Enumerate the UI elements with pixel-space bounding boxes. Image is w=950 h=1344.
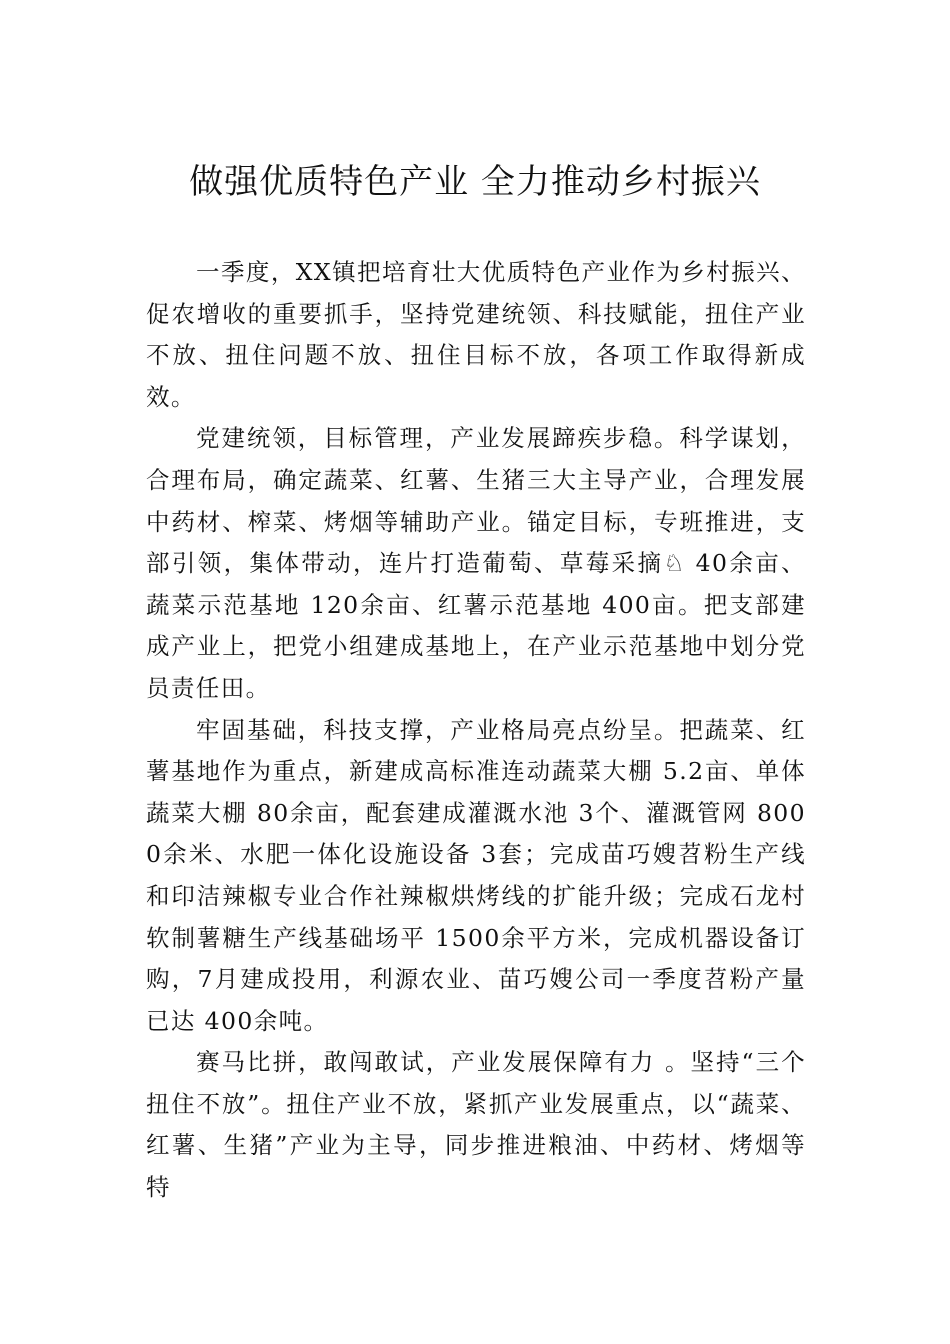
paragraph-competition: 赛马比拼，敢闯敢试，产业发展保障有力 。坚持“三个扭住不放”。扭住产业不放，紧抓产业发展重点，以“蔬菜、红薯、生猪”产业为主导，同步推进粮油、中药材、烤烟等特 (146, 1048, 806, 1202)
document-body (146, 252, 806, 1209)
paragraph-infrastructure: 牢固基础，科技支撑，产业格局亮点纷呈。把蔬菜、红薯基地作为重点，新建成高标准连动蔬菜大棚 5.2亩、单体蔬菜大棚 80余亩，配套建成灌溉水池 3个、灌溉管网 8000余米、水肥一体化设施设备 3套；完成苗巧嫂苕粉生产线和印洁辣椒专业合作社辣椒烘烤线的扩能升级；完成石龙村软制薯糖生产线基础场平 1500余平方米，完成机器设备订购，7月建成投用，利源农业、苗巧嫂公司一季度苕粉产量已达 400余吨。 (146, 715, 806, 1035)
document-title: 做强优质特色产业 全力推动乡村振兴 (189, 162, 761, 202)
paragraph-intro: 一季度，XX镇把培育壮大优质特色产业作为乡村振兴、促农增收的重要抓手，坚持党建统领、科技赋能，扭住产业不放、扭住问题不放、扭住目标不放，各项工作取得新成效。 (146, 258, 806, 411)
paragraph-party-building: 党建统领，目标管理，产业发展蹄疾步稳。科学谋划，合理布局，确定蔬菜、红薯、生猪三大主导产业，合理发展中药材、榨菜、烤烟等辅助产业。锚定目标，专班推进，支部引领，集体带动，连片打造葡萄、草莓采摘♘ 40余亩、蔬菜示范基地 120余亩、红薯示范基地 400亩。把支部建成产业上，把党小组建成基地上，在产业示范基地中划分党员责任田。 (146, 424, 806, 702)
